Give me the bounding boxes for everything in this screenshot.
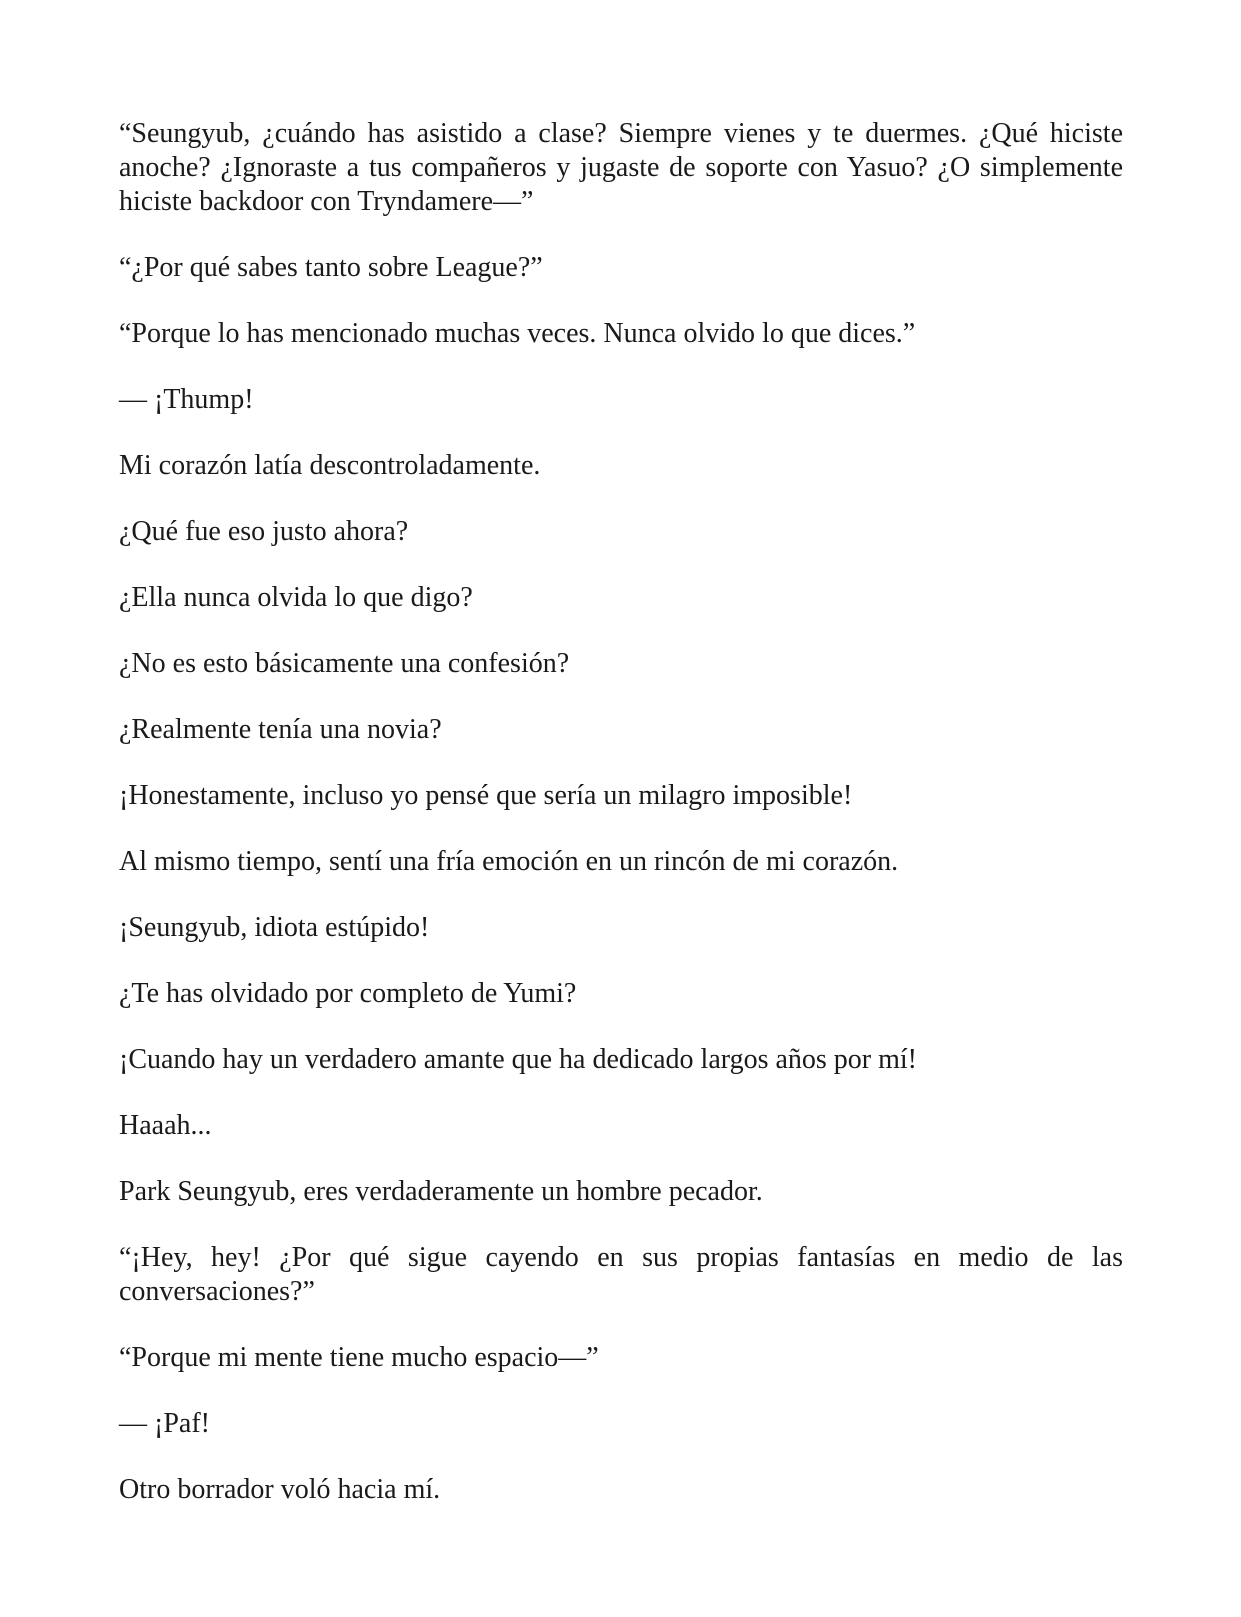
- paragraph: “¡Hey, hey! ¿Por qué sigue cayendo en sus propias fantasías en medio de las conversaciones?”: [119, 1242, 1123, 1307]
- paragraph: — ¡Paf!: [119, 1408, 210, 1439]
- paragraph: ¿Realmente tenía una novia?: [119, 714, 442, 745]
- paragraph: Mi corazón latía descontroladamente.: [119, 450, 541, 481]
- paragraph: “Seungyub, ¿cuándo has asistido a clase? Siempre vienes y te duermes. ¿Qué hiciste anoche? ¿Ignoraste a tus compañeros y jugaste de soporte con Yasuo? ¿O simplemente hiciste backdoor con Tryndamere—”: [119, 118, 1123, 217]
- document-body: [119, 117, 1123, 1539]
- paragraph: Park Seungyub, eres verdaderamente un hombre pecador.: [119, 1176, 763, 1207]
- paragraph: ¿Qué fue eso justo ahora?: [119, 516, 409, 547]
- paragraph: — ¡Thump!: [119, 384, 254, 415]
- paragraph: “Porque mi mente tiene mucho espacio—”: [119, 1342, 599, 1373]
- paragraph: ¿Te has olvidado por completo de Yumi?: [119, 978, 577, 1009]
- paragraph: ¡Seungyub, idiota estúpido!: [119, 912, 430, 943]
- paragraph: Otro borrador voló hacia mí.: [119, 1474, 441, 1505]
- paragraph: Al mismo tiempo, sentí una fría emoción en un rincón de mi corazón.: [119, 846, 899, 877]
- paragraph: ¡Honestamente, incluso yo pensé que sería un milagro imposible!: [119, 780, 853, 811]
- paragraph: ¿No es esto básicamente una confesión?: [119, 648, 570, 679]
- paragraph: ¿Ella nunca olvida lo que digo?: [119, 582, 473, 613]
- paragraph: Haaah...: [119, 1110, 212, 1141]
- paragraph: ¡Cuando hay un verdadero amante que ha dedicado largos años por mí!: [119, 1044, 917, 1075]
- paragraph: “¿Por qué sabes tanto sobre League?”: [119, 252, 543, 283]
- paragraph: “Porque lo has mencionado muchas veces. Nunca olvido lo que dices.”: [119, 318, 916, 349]
